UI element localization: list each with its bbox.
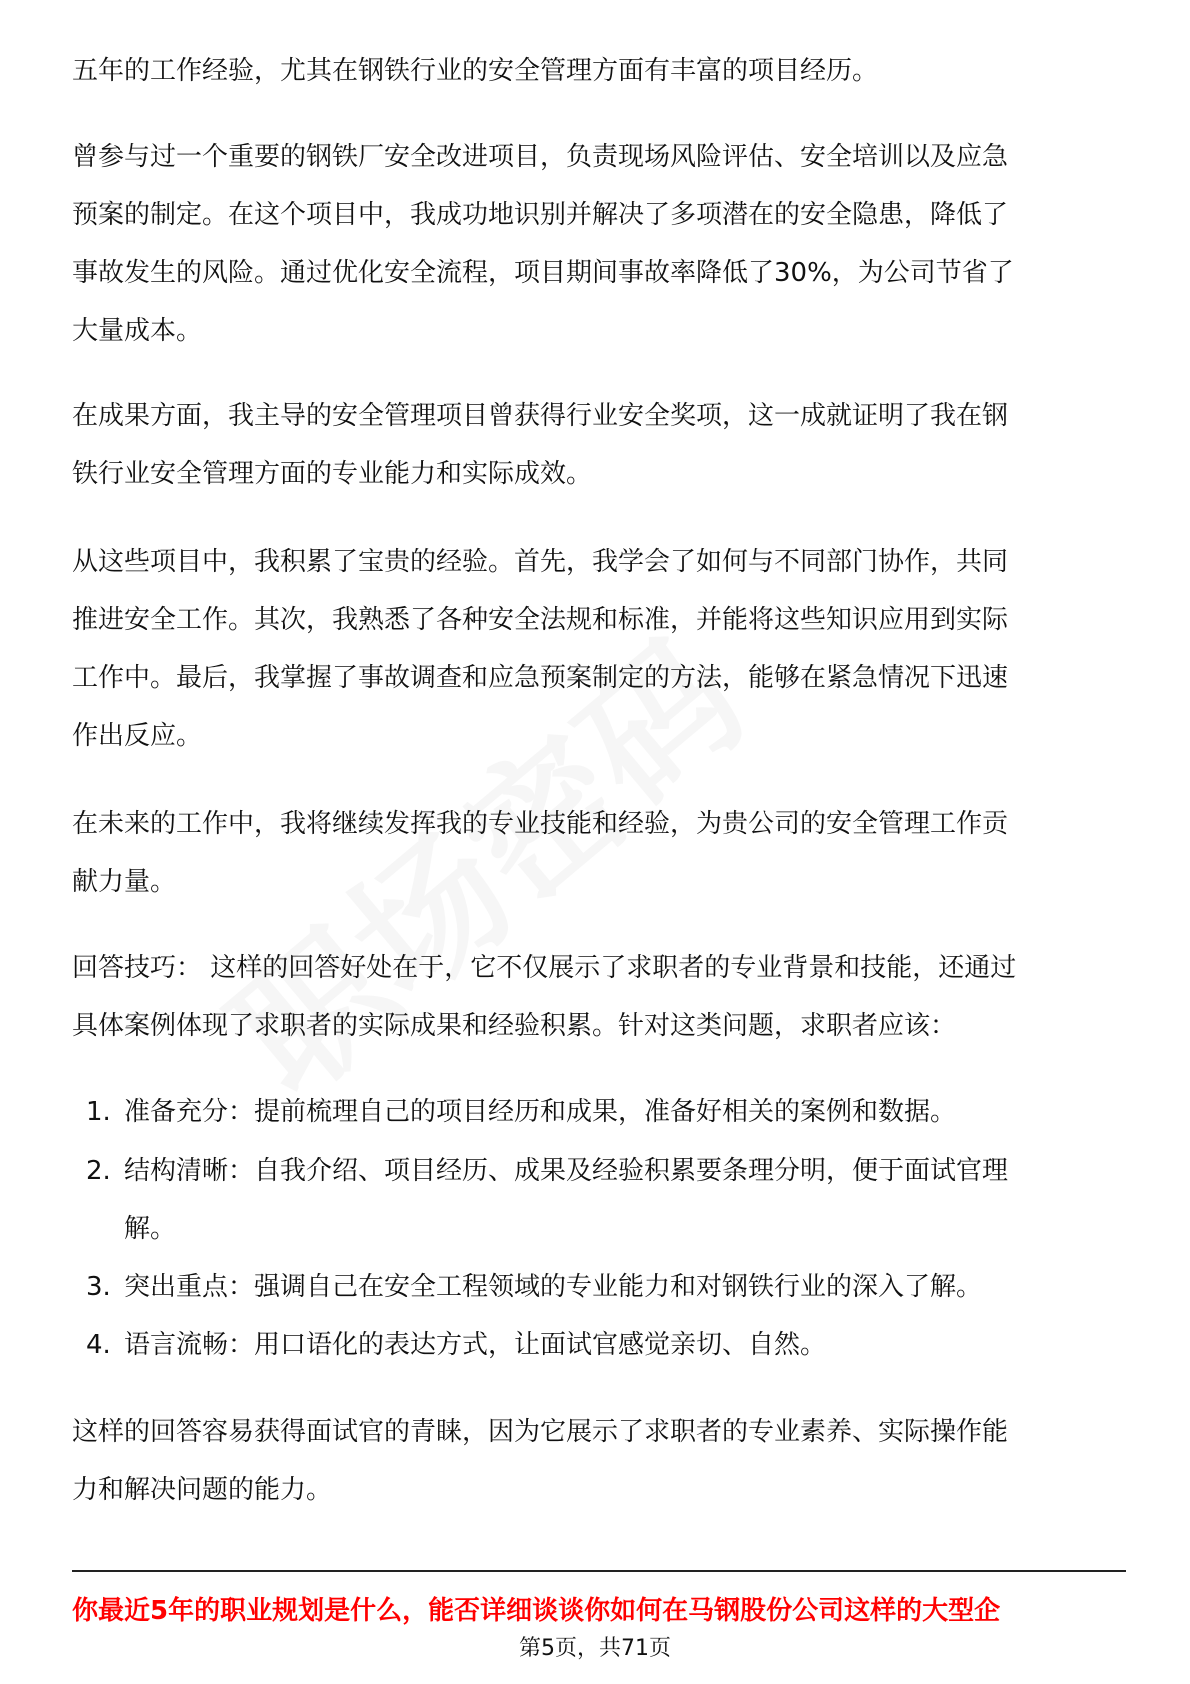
next-question-heading: 你最近5年的职业规划是什么，能否详细谈谈你如何在马钢股份公司这样的大型企 <box>72 1596 1001 1626</box>
paragraph-future <box>72 795 1132 911</box>
list-number: 1. <box>86 1097 111 1127</box>
text-line: 五年的工作经验，尤其在钢铁行业的安全管理方面有丰富的项目经历。 <box>72 56 879 86</box>
paragraph-experience <box>72 42 1132 100</box>
text-line: 工作中。最后，我掌握了事故调查和应急预案制定的方法，能够在紧急情况下迅速 <box>72 663 1009 693</box>
text-line: 回答技巧： 这样的回答好处在于，它不仅展示了求职者的专业背景和技能，还通过 <box>72 953 1017 983</box>
text-line: 推进安全工作。其次，我熟悉了各种安全法规和标准，并能将这些知识应用到实际 <box>72 605 1009 635</box>
text-line: 从这些项目中，我积累了宝贵的经验。首先，我学会了如何与不同部门协作，共同 <box>72 547 1009 577</box>
paragraph-tips <box>72 939 1132 1055</box>
text-line: 突出重点：强调自己在安全工程领域的专业能力和对钢铁行业的深入了解。 <box>124 1272 983 1302</box>
text-line: 作出反应。 <box>72 721 203 751</box>
text-line: 献力量。 <box>72 867 177 897</box>
text-line: 具体案例体现了求职者的实际成果和经验积累。针对这类问题，求职者应该： <box>72 1011 957 1041</box>
list-number: 4. <box>86 1330 111 1360</box>
list-number: 2. <box>86 1156 111 1186</box>
paragraph-achievements <box>72 387 1132 503</box>
text-line: 在未来的工作中，我将继续发挥我的专业技能和经验，为贵公司的安全管理工作贡 <box>72 809 1009 839</box>
text-line: 事故发生的风险。通过优化安全流程，项目期间事故率降低了30%，为公司节省了 <box>72 258 1014 288</box>
list-number: 3. <box>86 1272 111 1302</box>
text-line: 铁行业安全管理方面的专业能力和实际成效。 <box>72 459 593 489</box>
text-line: 预案的制定。在这个项目中，我成功地识别并解决了多项潜在的安全隐患，降低了 <box>72 200 1009 230</box>
paragraph-lessons <box>72 533 1132 765</box>
page-number: 第5页，共71页 <box>519 1636 671 1661</box>
text-line: 曾参与过一个重要的钢铁厂安全改进项目，负责现场风险评估、安全培训以及应急 <box>72 142 1009 172</box>
text-line: 结构清晰：自我介绍、项目经历、成果及经验积累要条理分明，便于面试官理 <box>124 1156 1009 1186</box>
text-line: 力和解决问题的能力。 <box>72 1475 333 1505</box>
text-line: 在成果方面，我主导的安全管理项目曾获得行业安全奖项，这一成就证明了我在钢 <box>72 401 1009 431</box>
divider <box>72 1570 1126 1572</box>
paragraph-project <box>72 128 1132 360</box>
text-line: 大量成本。 <box>72 316 203 346</box>
paragraph-closing <box>72 1403 1132 1519</box>
text-line: 语言流畅：用口语化的表达方式，让面试官感觉亲切、自然。 <box>124 1330 827 1360</box>
text-line: 准备充分：提前梳理自己的项目经历和成果，准备好相关的案例和数据。 <box>124 1097 957 1127</box>
text-line: 解。 <box>124 1214 177 1244</box>
text-line: 这样的回答容易获得面试官的青睐，因为它展示了求职者的专业素养、实际操作能 <box>72 1417 1009 1447</box>
